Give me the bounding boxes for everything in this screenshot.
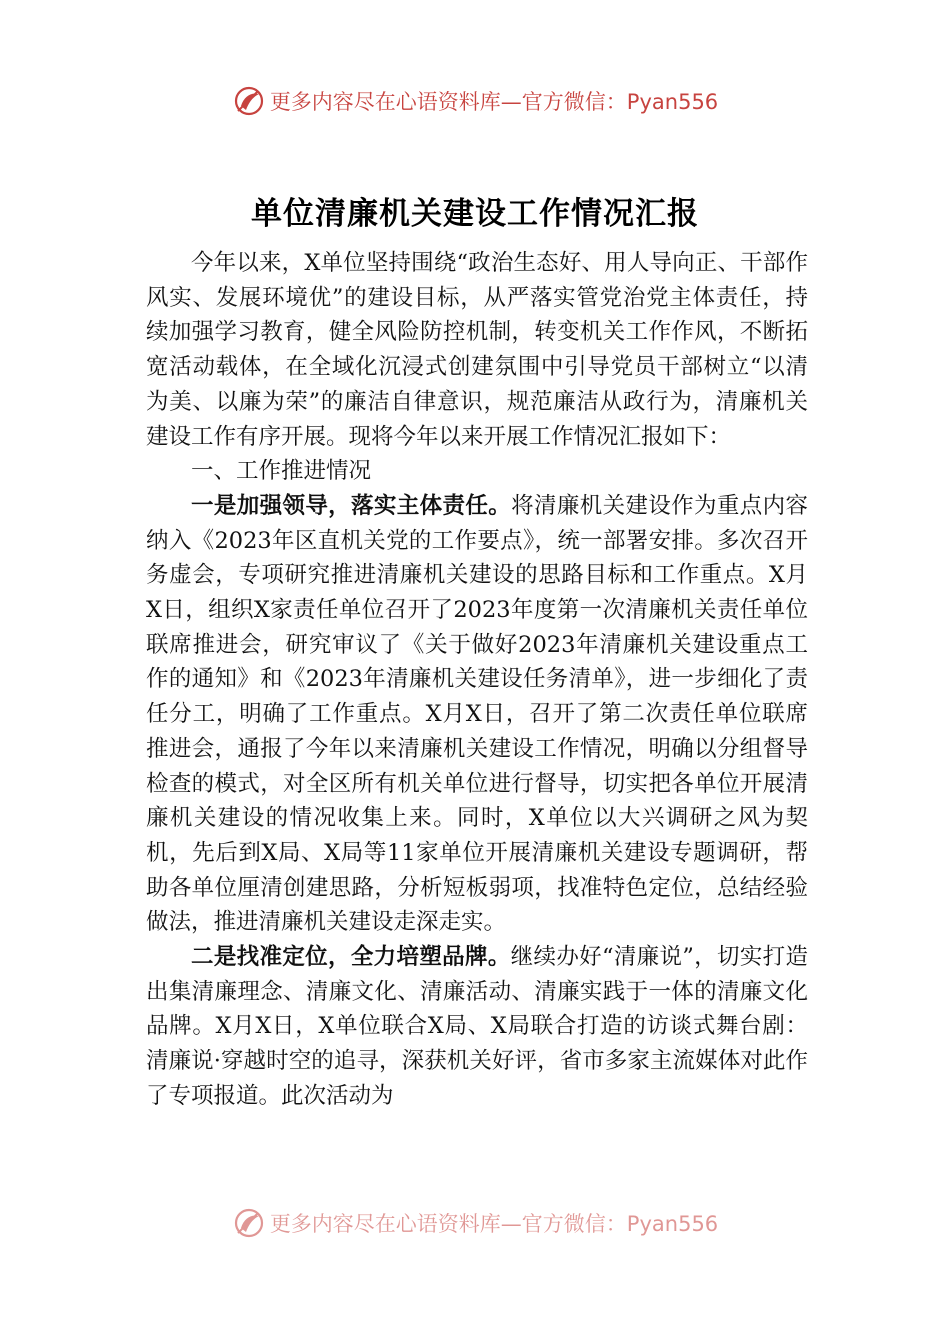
watermark-text: 更多内容尽在心语资料库—官方微信：Pyan556 bbox=[269, 90, 719, 114]
paragraph-1 bbox=[146, 489, 808, 940]
document-title: 单位清廉机关建设工作情况汇报 bbox=[251, 196, 699, 232]
watermark-text-bottom: 更多内容尽在心语资料库—官方微信：Pyan556 bbox=[269, 1212, 719, 1236]
paragraph-1-lead: 一是加强领导，落实主体责任。 bbox=[191, 492, 512, 519]
watermark-bottom bbox=[0, 1206, 950, 1240]
paragraph-2 bbox=[146, 940, 808, 1114]
section-heading-1: 一、工作推进情况 bbox=[191, 458, 372, 485]
paragraph-2-body: 继续办好“清廉说”，切实打造出集清廉理念、清廉文化、清廉活动、清廉实践于一体的清廉文化品牌。X月X日，X单位联合X局、X局联合打造的访谈式舞台剧：清廉说·穿越时空的追寻，深获机关好评，省市多家主流媒体对此作了专项报道。此次活动为 bbox=[146, 944, 808, 1109]
document-body bbox=[146, 246, 808, 1114]
watermark-logo-icon bbox=[232, 84, 266, 118]
intro-paragraph: 今年以来，X单位坚持围绕“政治生态好、用人导向正、干部作风实、发展环境优”的建设目标，从严落实管党治党主体责任，持续加强学习教育，健全风险防控机制，转变机关工作作风，不断拓宽活动载体，在全域化沉浸式创建氛围中引导党员干部树立“以清为美、以廉为荣”的廉洁自律意识，规范廉洁从政行为，清廉机关建设工作有序开展。现将今年以来开展工作情况汇报如下： bbox=[146, 250, 808, 450]
watermark-top bbox=[0, 84, 950, 118]
paragraph-2-lead: 二是找准定位，全力培塑品牌。 bbox=[191, 944, 511, 971]
watermark-logo-icon bbox=[232, 1206, 266, 1240]
paragraph-1-body: 将清廉机关建设作为重点内容纳入《2023年区直机关党的工作要点》，统一部署安排。多次召开务虚会，专项研究推进清廉机关建设的思路目标和工作重点。X月X日，组织X家责任单位召开了2023年度第一次清廉机关责任单位联席推进会，研究审议了《关于做好2023年清廉机关建设重点工作的通知》和《2023年清廉机关建设任务清单》，进一步细化了责任分工，明确了工作重点。X月X日，召开了第二次责任单位联席推进会，通报了今年以来清廉机关建设工作情况，明确以分组督导检查的模式，对全区所有机关单位进行督导，切实把各单位开展清廉机关建设的情况收集上来。同时，X单位以大兴调研之风为契机，先后到X局、X局等11家单位开展清廉机关建设专题调研，帮助各单位厘清创建思路，分析短板弱项，找准特色定位，总结经验做法，推进清廉机关建设走深走实。 bbox=[146, 492, 808, 936]
